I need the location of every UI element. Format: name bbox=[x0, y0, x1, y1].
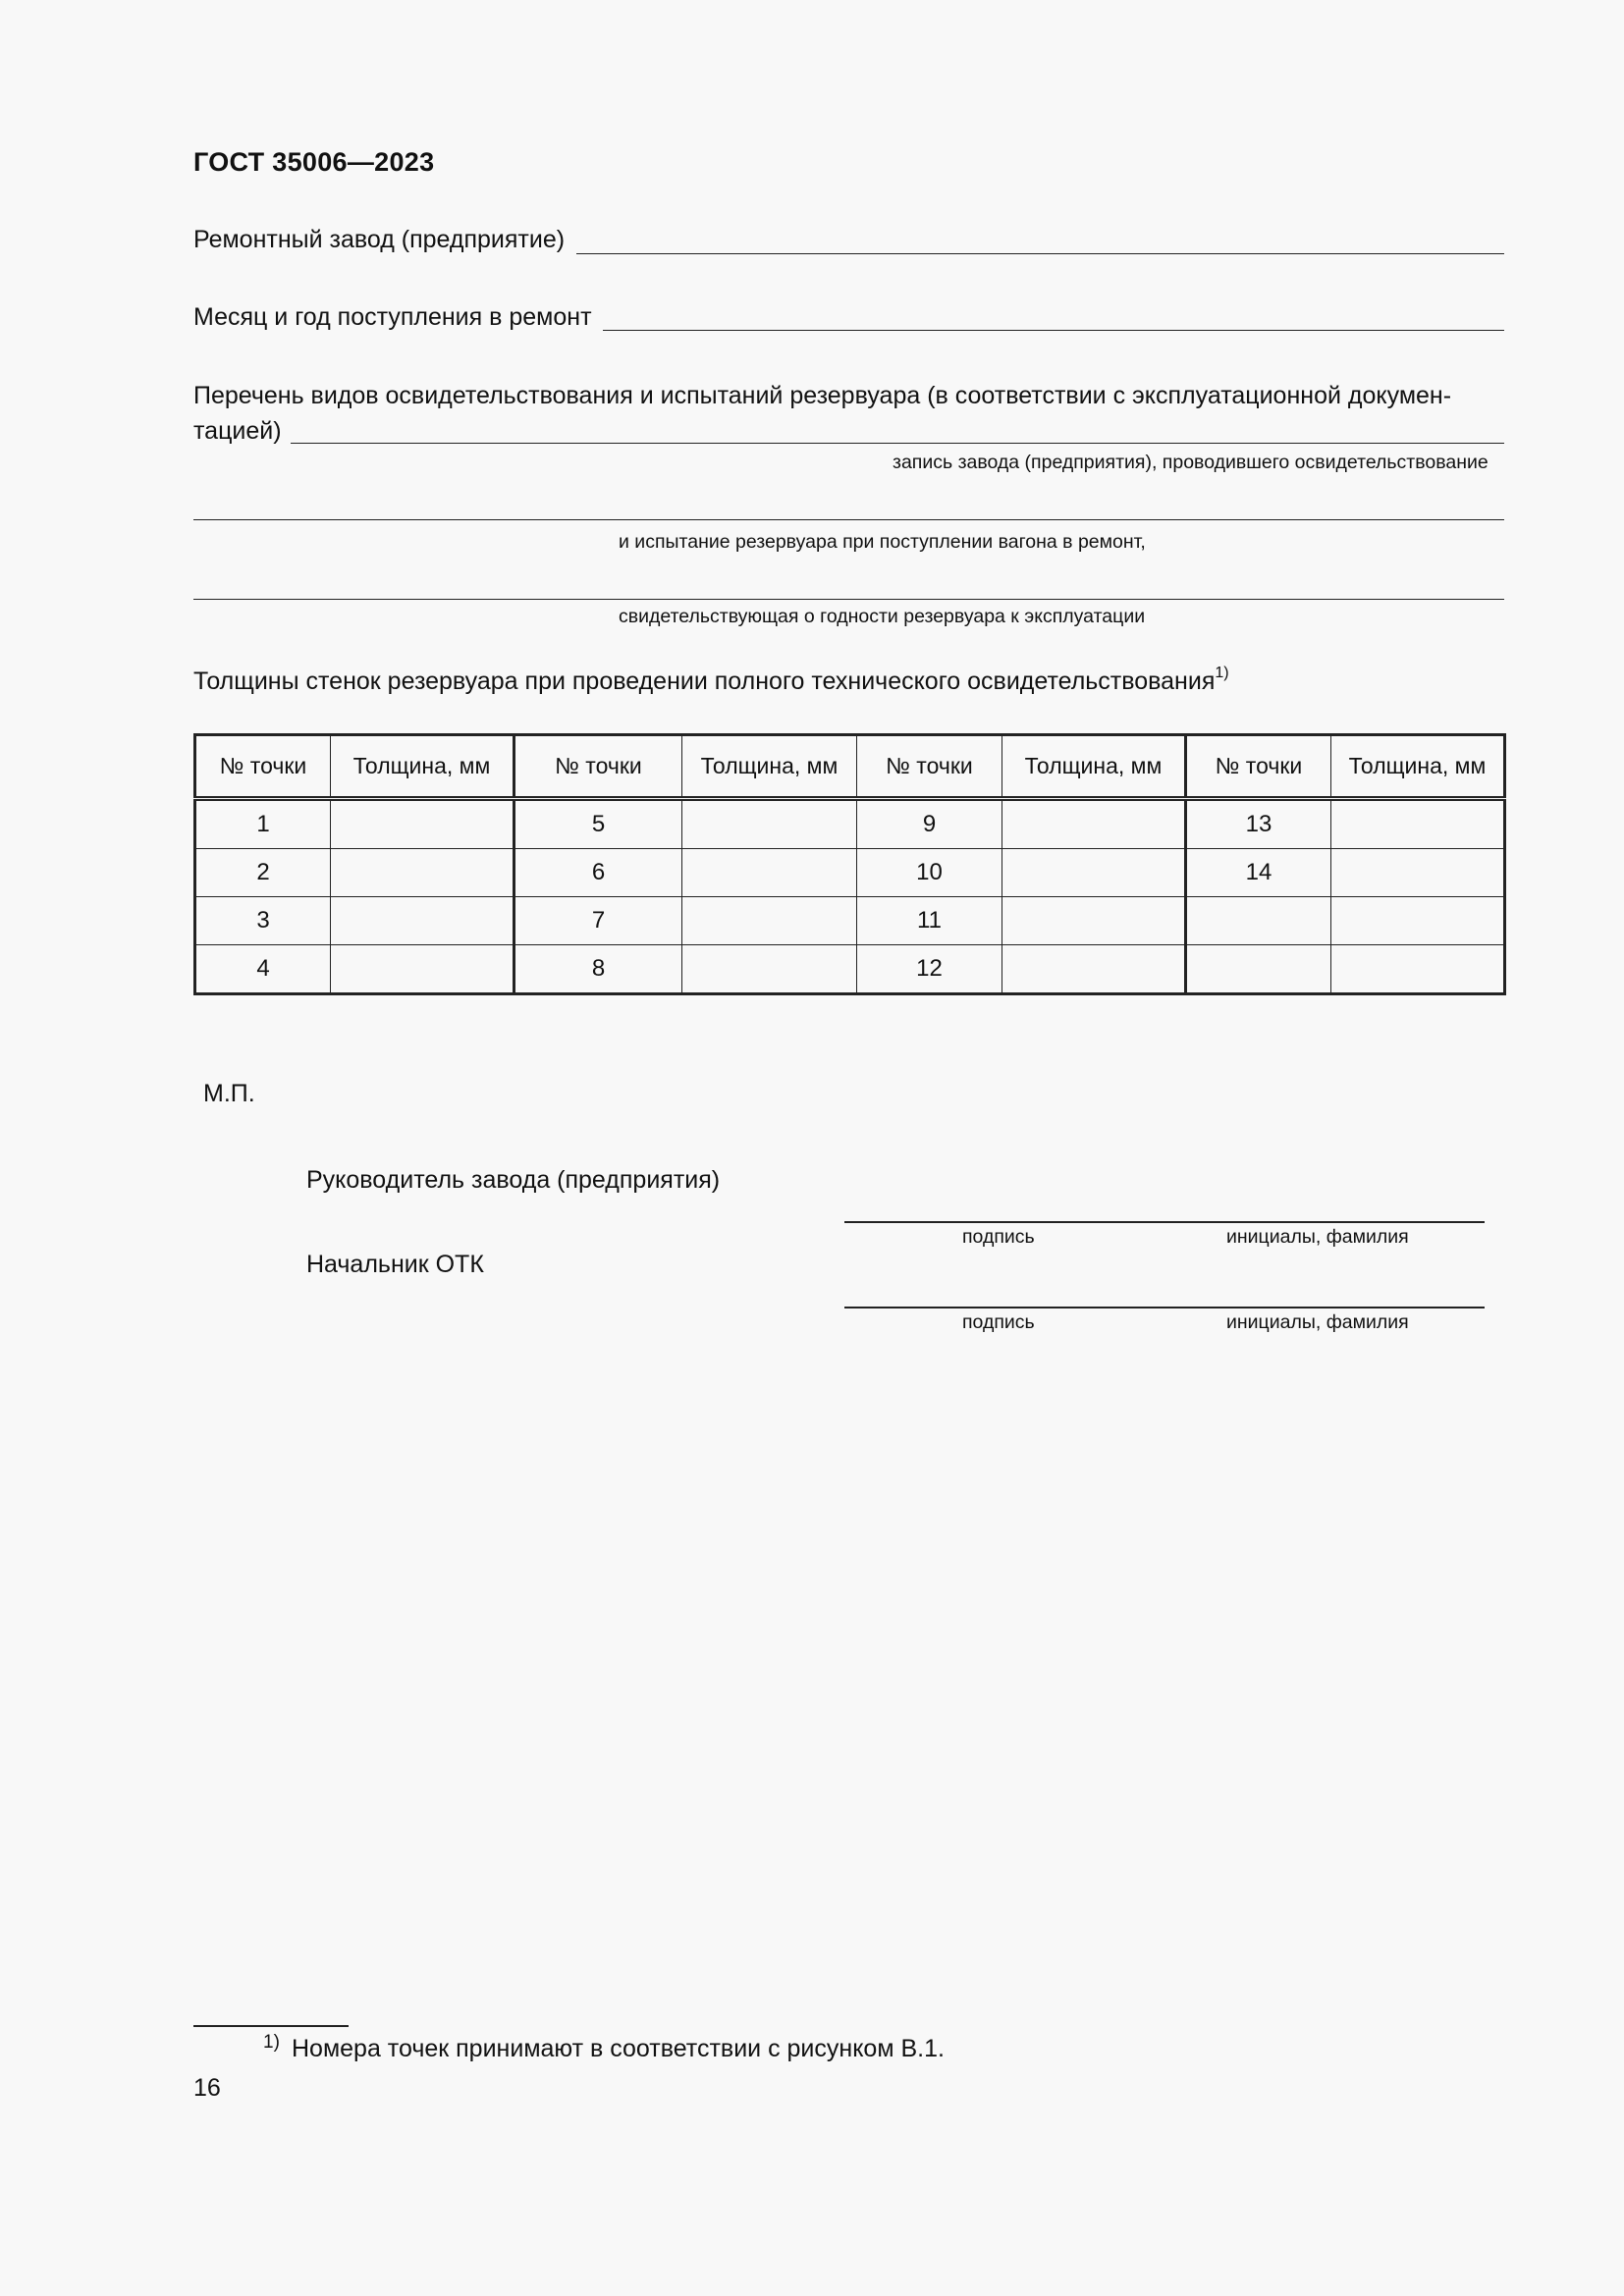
point-number-cell: 11 bbox=[857, 897, 1002, 945]
table-row bbox=[195, 945, 1505, 994]
thickness-value-cell[interactable] bbox=[331, 799, 514, 849]
footnote-reference: 1) bbox=[1215, 665, 1229, 681]
inspection-paragraph bbox=[193, 377, 1504, 415]
point-number-cell: 3 bbox=[195, 897, 331, 945]
thickness-value-cell[interactable] bbox=[1331, 897, 1505, 945]
point-number-cell: 9 bbox=[857, 799, 1002, 849]
column-header: № точки bbox=[1186, 735, 1331, 799]
column-header: № точки bbox=[514, 735, 682, 799]
table-row bbox=[195, 799, 1505, 849]
plant-field-line[interactable] bbox=[576, 253, 1504, 254]
column-header: Толщина, мм bbox=[331, 735, 514, 799]
column-header: № точки bbox=[195, 735, 331, 799]
point-number-cell: 4 bbox=[195, 945, 331, 994]
thickness-table bbox=[193, 733, 1506, 995]
otk-signature-line[interactable] bbox=[844, 1307, 1485, 1308]
point-number-cell: 13 bbox=[1186, 799, 1331, 849]
thickness-value-cell[interactable] bbox=[1002, 945, 1186, 994]
point-number-cell: 12 bbox=[857, 945, 1002, 994]
point-number-cell: 5 bbox=[514, 799, 682, 849]
thickness-value-cell[interactable] bbox=[331, 945, 514, 994]
footnote-mark: 1) bbox=[263, 2032, 280, 2053]
thickness-value-cell[interactable] bbox=[1002, 799, 1186, 849]
plant-label: Ремонтный завод (предприятие) bbox=[193, 226, 566, 253]
page-number: 16 bbox=[193, 2074, 221, 2102]
inspection-text-continued: тацией) bbox=[193, 417, 282, 445]
thickness-value-cell[interactable] bbox=[682, 897, 857, 945]
caption-record: запись завода (предприятия), проводившего освидетельствование bbox=[893, 452, 1489, 473]
signature-caption: подпись bbox=[962, 1226, 1035, 1248]
thickness-value-cell[interactable] bbox=[682, 799, 857, 849]
caption-on-arrival: и испытание резервуара при поступлении вагона в ремонт, bbox=[619, 531, 1146, 553]
column-header: Толщина, мм bbox=[1331, 735, 1505, 799]
document-code: ГОСТ 35006—2023 bbox=[193, 147, 435, 177]
otk-chief-label: Начальник ОТК bbox=[306, 1251, 484, 1278]
footnote-separator bbox=[193, 2025, 349, 2027]
point-number-cell: 2 bbox=[195, 849, 331, 897]
thickness-value-cell[interactable] bbox=[682, 849, 857, 897]
thickness-value-cell[interactable] bbox=[331, 849, 514, 897]
stamp-placeholder: М.П. bbox=[203, 1080, 255, 1107]
name-caption: инициалы, фамилия bbox=[1226, 1226, 1409, 1248]
table-row bbox=[195, 897, 1505, 945]
inspection-field-line-2[interactable] bbox=[193, 519, 1504, 520]
thickness-value-cell[interactable] bbox=[682, 945, 857, 994]
thickness-value-cell[interactable] bbox=[1331, 799, 1505, 849]
thickness-value-cell[interactable] bbox=[1331, 945, 1505, 994]
thickness-value-cell[interactable] bbox=[1002, 849, 1186, 897]
inspection-field-line-3[interactable] bbox=[193, 599, 1504, 600]
point-number-cell: 7 bbox=[514, 897, 682, 945]
inspection-text: Перечень видов освидетельствования и испытаний резервуара (в соответствии с эксплуатационной докумен- bbox=[193, 382, 1452, 409]
head-signature-line[interactable] bbox=[844, 1221, 1485, 1223]
month-year-field-line[interactable] bbox=[603, 330, 1504, 331]
name-caption: инициалы, фамилия bbox=[1226, 1311, 1409, 1333]
point-number-cell: 8 bbox=[514, 945, 682, 994]
footnote-text: Номера точек принимают в соответствии с рисунком В.1. bbox=[292, 2035, 945, 2062]
month-year-label: Месяц и год поступления в ремонт bbox=[193, 303, 592, 331]
signature-caption: подпись bbox=[962, 1311, 1035, 1333]
point-number-cell bbox=[1186, 945, 1331, 994]
thickness-title-text: Толщины стенок резервуара при проведении полного технического освидетельствования bbox=[193, 667, 1216, 695]
thickness-value-cell[interactable] bbox=[331, 897, 514, 945]
point-number-cell bbox=[1186, 897, 1331, 945]
column-header: Толщина, мм bbox=[682, 735, 857, 799]
inspection-field-line-1[interactable] bbox=[291, 443, 1504, 444]
column-header: Толщина, мм bbox=[1002, 735, 1186, 799]
point-number-cell: 6 bbox=[514, 849, 682, 897]
caption-fitness: свидетельствующая о годности резервуара к эксплуатации bbox=[619, 606, 1146, 627]
table-header-row bbox=[195, 735, 1505, 799]
point-number-cell: 10 bbox=[857, 849, 1002, 897]
column-header: № точки bbox=[857, 735, 1002, 799]
table-row bbox=[195, 849, 1505, 897]
head-of-plant-label: Руководитель завода (предприятия) bbox=[306, 1166, 721, 1194]
thickness-value-cell[interactable] bbox=[1002, 897, 1186, 945]
thickness-title bbox=[193, 667, 1229, 696]
point-number-cell: 14 bbox=[1186, 849, 1331, 897]
thickness-value-cell[interactable] bbox=[1331, 849, 1505, 897]
point-number-cell: 1 bbox=[195, 799, 331, 849]
